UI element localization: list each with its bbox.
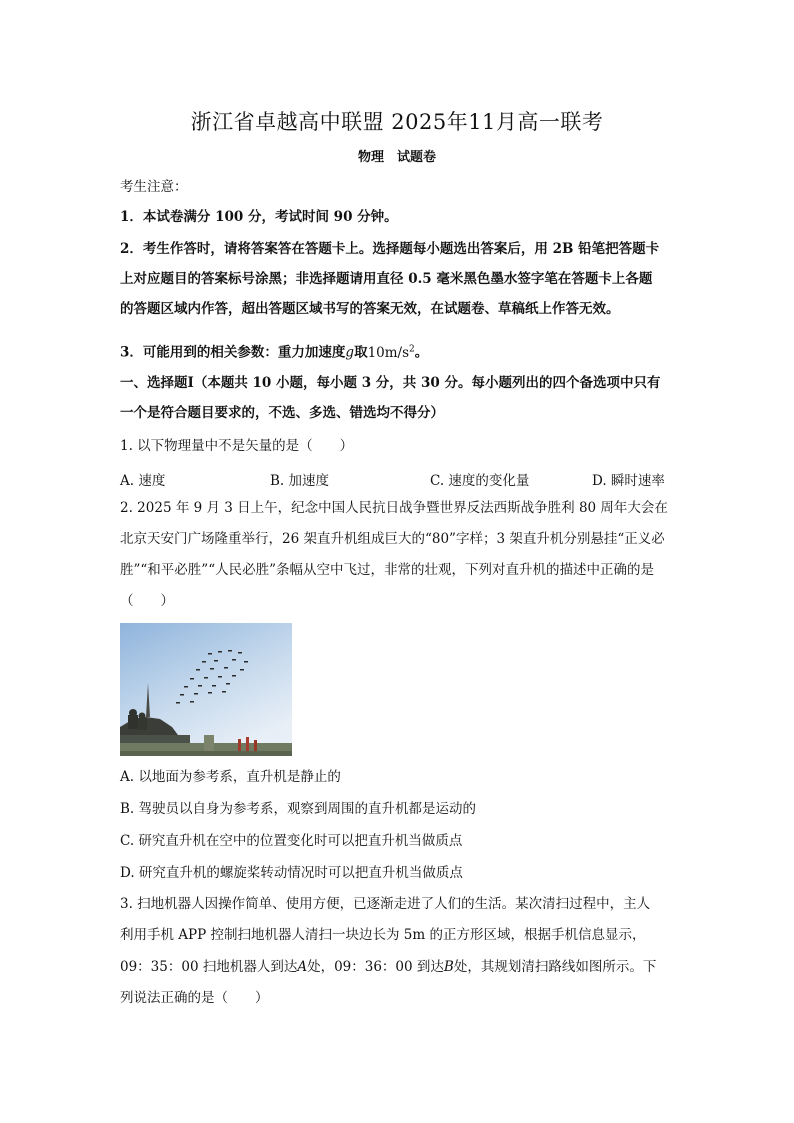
notice-item-3: [120, 340, 680, 362]
notice-item-2-line-2: 上对应题目的答案标号涂黑；非选择题请用直径 0.5 毫米黑色墨水签字笔在答题卡上各题: [120, 271, 653, 287]
q3-time-a: 09：35：00 扫地机器人到达: [120, 959, 298, 975]
notice-heading: 考生注意：: [120, 179, 188, 195]
q1-option-c: C. 速度的变化量: [430, 473, 530, 489]
gravity-value: [368, 345, 415, 361]
helicopter-formation-photo: [120, 623, 292, 756]
notice-item-3-take: 取: [354, 344, 368, 361]
section-1-line-1: 一、选择题Ⅰ（本题共 10 小题，每小题 3 分，共 30 分。每小题列出的四个备选项中只有: [120, 375, 661, 391]
q2-stem-line-2: 北京天安门广场隆重举行，26 架直升机组成巨大的“80”字样；3 架直升机分别悬挂“正义必: [120, 531, 665, 547]
q3-stem-tail: 处，其规划清扫路线如图所示。下: [453, 959, 657, 975]
q2-stem-line-1: 2. 2025 年 9 月 3 日上午，纪念中国人民抗日战争暨世界反法西斯战争胜利 80 周年大会在: [120, 500, 668, 516]
q2-option-a: A. 以地面为参考系，直升机是静止的: [120, 769, 341, 785]
notice-item-2-line-3: 的答题区域内作答，超出答题区域书写的答案无效，在试题卷、草稿纸上作答无效。: [120, 301, 620, 317]
section-1-line-2: 一个是符合题目要求的，不选、多选、错选均不得分）: [120, 405, 444, 421]
q2-stem-line-4: （ ）: [120, 593, 174, 609]
q3-stem-line-2: 利用手机 APP 控制扫地机器人清扫一块边长为 5m 的正方形区域，根据手机信息显示，: [120, 927, 646, 943]
q1-stem: 1. 以下物理量中不是矢量的是（ ）: [120, 438, 354, 454]
q3-stem-line-3: [120, 958, 680, 976]
notice-item-3-text: 3．可能用到的相关参数：重力加速度: [120, 344, 346, 361]
notice-item-3-end: 。: [414, 344, 429, 361]
gravity-value-number: 10m/s: [367, 344, 410, 361]
q1-options: [120, 469, 680, 487]
q1-option-d: D. 瞬时速率: [592, 473, 665, 489]
exam-subtitle: 物理 试题卷: [357, 150, 436, 165]
q1-option-b: B. 加速度: [270, 473, 330, 489]
notice-item-1: 1．本试卷满分 100 分，考试时间 90 分钟。: [120, 209, 398, 225]
point-b-label: B: [443, 959, 454, 975]
q2-option-b: B. 驾驶员以自身为参考系，观察到周围的直升机都是运动的: [120, 801, 477, 817]
q1-option-a: A. 速度: [120, 473, 166, 489]
gravity-symbol: g: [345, 344, 355, 361]
q3-stem-line-1: 3. 扫地机器人因操作简单、使用方便，已逐渐走进了人们的生活。某次清扫过程中，主人: [120, 896, 651, 912]
notice-item-2-line-1: 2．考生作答时，请将答案答在答题卡上。选择题每小题选出答案后，用 2B 铅笔把答题卡: [120, 241, 660, 257]
q2-option-c: C. 研究直升机在空中的位置变化时可以把直升机当做质点: [120, 833, 463, 849]
q2-stem-line-3: 胜”“和平必胜”“人民必胜”条幅从空中飞过，非常的壮观，下列对直升机的描述中正确的是: [120, 562, 655, 578]
q3-stem-line-4: 列说法正确的是（ ）: [120, 990, 269, 1006]
q3-time-b: 处，09：36：00 到达: [307, 959, 444, 975]
gravity-value-exponent: 2: [409, 344, 415, 354]
q2-option-d: D. 研究直升机的螺旋桨转动情况时可以把直升机当做质点: [120, 865, 463, 881]
exam-title: 浙江省卓越高中联盟 2025年11月高一联考: [190, 110, 604, 134]
point-a-label: A: [297, 959, 308, 975]
